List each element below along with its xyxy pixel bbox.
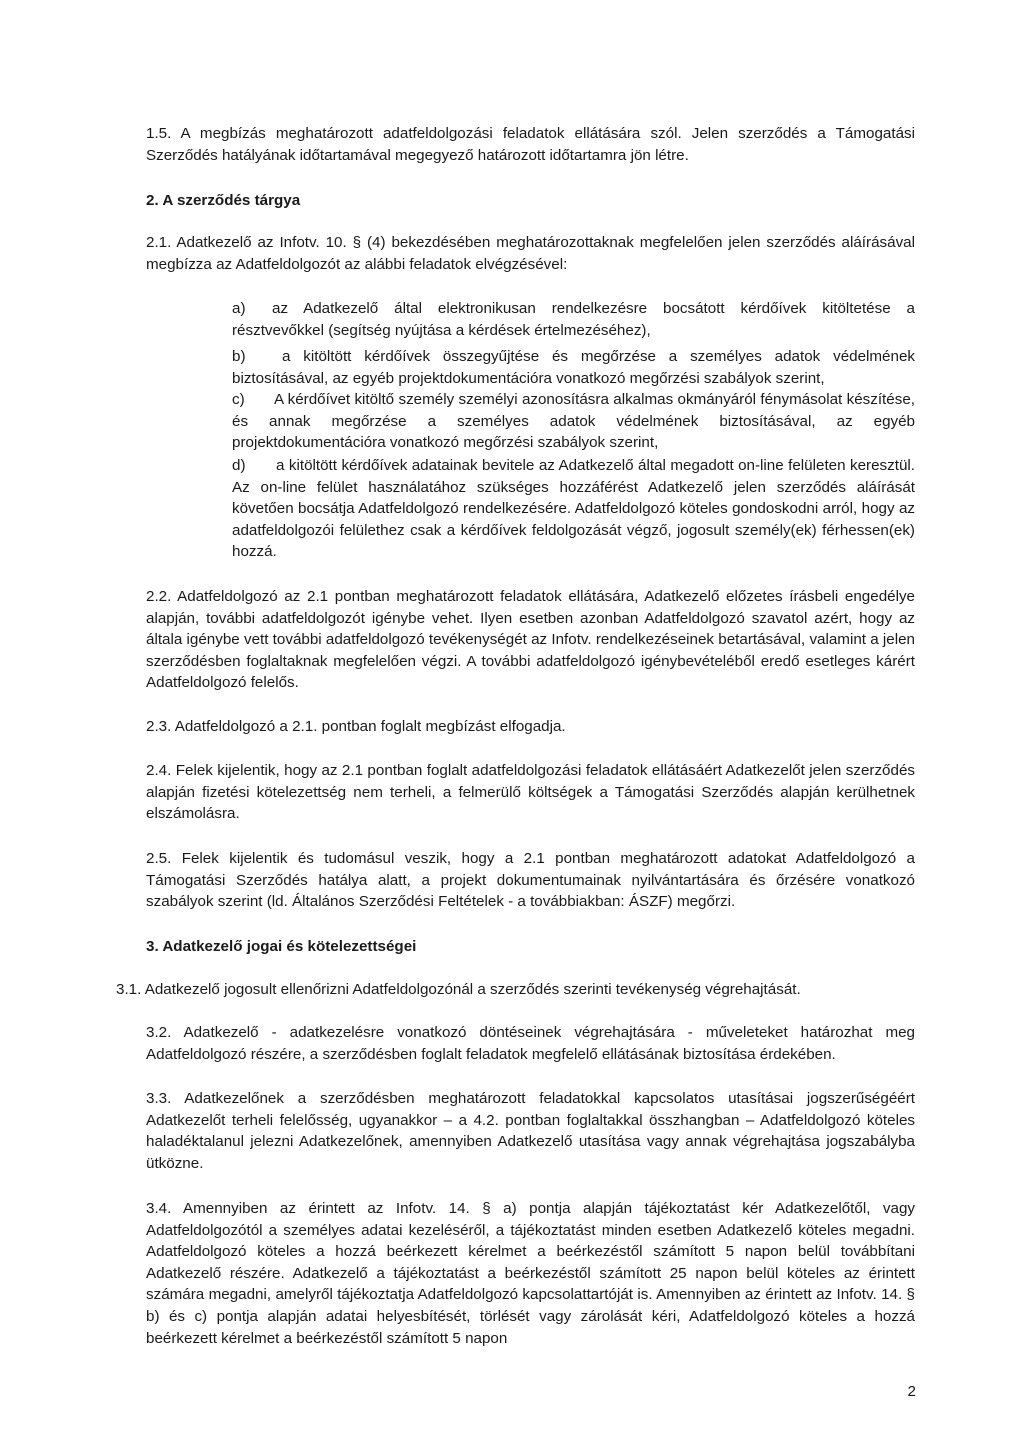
list-marker: d) (232, 457, 246, 474)
list-item-text: a kitöltött kérdőívek összegyűjtése és megőrzése a személyes adatok védelmének biztosításával, az egyéb projektdokumentációra vonatkozó megőrzési szabályok szerint, (232, 348, 915, 387)
paragraph-3-3: 3.3. Adatkezelőnek a szerződésben meghatározott feladatokkal kapcsolatos utasításai jogszerűségéért Adatkezelőt terheli felelősség, ugyanakkor – a 4.2. pontban foglaltakkal összhangban – Adatfeldolgozó köteles haladéktalanul jelezni Adatkezelőnek, amennyiben Adatkezelő utasítása vagy annak végrehajtása jogszabályba ütközne. (146, 1090, 915, 1172)
paragraph-3-4: 3.4. Amennyiben az érintett az Infotv. 14. § a) pontja alapján tájékoztatást kér Adatkezelőtől, vagy Adatfeldolgozótól a személyes adatai kezeléséről, a tájékoztatást minden esetben Adatkezelő köteles megadni. Adatfeldolgozó köteles a hozzá beérkezett kérelmet a beérkezéstől számított 5 napon belül továbbítani Adatkezelő részére. Adatkezelő a tájékoztatást a beérkezéstől számított 25 napon belül köteles az érintett számára megadni, amelyről tájékoztatja Adatfeldolgozó kapcsolattartóját is. Amennyiben az érintett az Infotv. 14. § b) és c) pontja alapján adatai helyesbítését, törlését vagy zárolását kéri, Adatfeldolgozó köteles a hozzá beérkezett kérelmet a beérkezéstől számított 5 napon (146, 1200, 915, 1347)
list-item-b (232, 346, 915, 389)
page-number: 2 (907, 1383, 916, 1400)
paragraph-2-4: 2.4. Felek kijelentik, hogy az 2.1 pontban foglalt adatfeldolgozási feladatok ellátásáért Adatkezelőt jelen szerződés alapján fizetési kötelezettség nem terheli, a felmerülő költségek a Támogatási Szerződés alapján kerülhetnek elszámolásra. (146, 762, 915, 823)
list-item-c (232, 389, 915, 454)
list-marker: c) (232, 391, 245, 408)
list-item-text: A kérdőívet kitöltő személy személyi azonosításra alkalmas okmányáról fénymásolat készítése, és annak megőrzése a személyes adatok védelmének biztosításával, az egyéb projektdokumentációra vonatkozó megőrzési szabályok szerint, (232, 391, 915, 452)
section-heading-2: 2. A szerződés tárgya (146, 192, 301, 209)
paragraph-2-5: 2.5. Felek kijelentik és tudomásul veszik, hogy a 2.1 pontban meghatározott adatokat Adatfeldolgozó a Támogatási Szerződés hatálya alatt, a projekt dokumentumainak nyilvántartására és őrzésére vonatkozó szabályok szerint (ld. Általános Szerződési Feltételek - a továbbiakban: ÁSZF) megőrzi. (146, 850, 915, 911)
list-item-text: a kitöltött kérdőívek adatainak bevitele az Adatkezelő által megadott on-line felületen keresztül. Az on-line felület használatához szükséges hozzáférést Adatkezelő jelen szerződés aláírását követően bocsátja Adatfeldolgozó rendelkezésére. Adatfeldolgozó köteles gondoskodni arról, hogy az adatfeldolgozói felülethez csak a kérdőívek feldolgozását végző, jogosult személy(ek) férhessen(ek) hozzá. (232, 457, 915, 561)
list-item-d (232, 455, 915, 563)
list-item-text: az Adatkezelő által elektronikusan rendelkezésre bocsátott kérdőívek kitöltetése a résztvevőkkel (segítség nyújtása a kérdések értelmezéséhez), (232, 300, 915, 339)
paragraph-2-1: 2.1. Adatkezelő az Infotv. 10. § (4) bekezdésében meghatározottaknak megfelelően jelen szerződés aláírásával megbízza az Adatfeldolgozót az alábbi feladatok elvégzésével: (146, 234, 915, 273)
list-marker: b) (232, 348, 246, 365)
paragraph-1-5: 1.5. A megbízás meghatározott adatfeldolgozási feladatok ellátására szól. Jelen szerződés a Támogatási Szerződés hatályának időtartamával megegyező határozott időtartamra jön létre. (146, 125, 915, 164)
section-heading-3: 3. Adatkezelő jogai és kötelezettségei (146, 938, 417, 955)
list-item-a (232, 298, 915, 341)
paragraph-3-2: 3.2. Adatkezelő - adatkezelésre vonatkozó döntéseinek végrehajtására - műveleteket határozhat meg Adatfeldolgozó részére, a szerződésben foglalt feladatok megfelelő ellátásának biztosítása érdekében. (146, 1024, 915, 1063)
list-marker: a) (232, 300, 246, 317)
paragraph-2-2: 2.2. Adatfeldolgozó az 2.1 pontban meghatározott feladatok ellátására, Adatkezelő előzetes írásbeli engedélye alapján, további adatfeldolgozót igénybe vehet. Ilyen esetben azonban Adatfeldolgozó szavatol azért, hogy az általa igénybe vett további adatfeldolgozó tevékenységét az Infotv. rendelkezéseinek betartásával, valamint a jelen szerződésben foglaltaknak megfelelően végzi. A további adatfeldolgozó igénybevételéből eredő esetleges kárért Adatfeldolgozó felelős. (146, 588, 915, 692)
paragraph-3-1: 3.1. Adatkezelő jogosult ellenőrizni Adatfeldolgozónál a szerződés szerinti tevékenység végrehajtását. (116, 981, 801, 998)
paragraph-2-3: 2.3. Adatfeldolgozó a 2.1. pontban foglalt megbízást elfogadja. (146, 718, 566, 735)
